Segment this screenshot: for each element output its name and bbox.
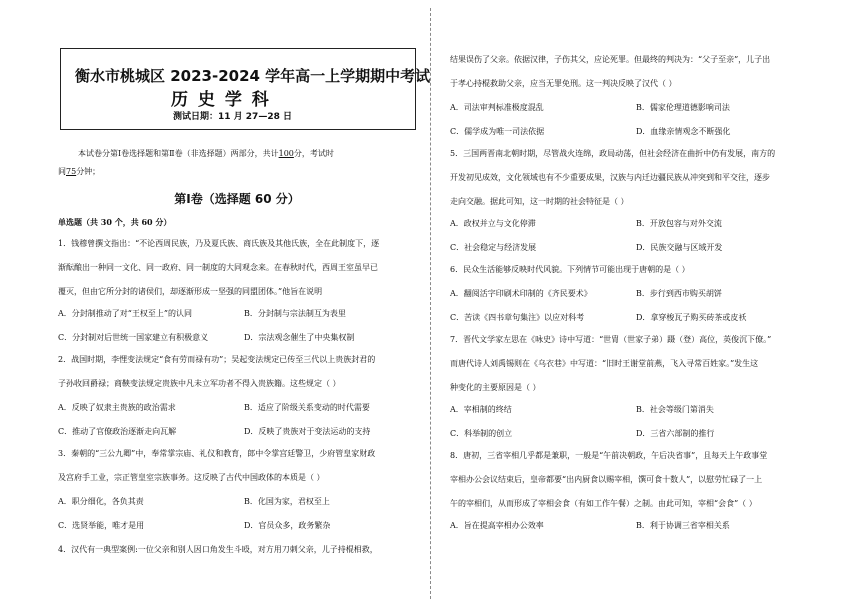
q5-option-a[interactable]: A．政权并立与文化停滞 [450,219,536,228]
q1-line: 1．钱穆曾撰文指出：“不论西周民族，乃及夏氏族、商氏族及其他氏族，全在此制度下，逐 [58,239,380,248]
q1-line: 覆灭，但由它所分封的诸侯们，却逐渐形成一坚强的同盟团体。”他旨在说明 [58,287,323,296]
left-column [58,0,431,607]
q8-option-b[interactable]: B．利于协调三省宰相关系 [636,521,730,530]
q6-option-a[interactable]: A．翻阅活字印刷术印制的《齐民要术》 [450,289,592,298]
right-column [450,0,820,607]
q1-option-d[interactable]: D．宗法观念催生了中央集权制 [244,333,355,342]
q2-line: 子孙收回爵禄；商鞅变法规定贵族中凡未立军功者不得入贵族籍。这些规定（ ） [58,379,341,388]
q2-option-a[interactable]: A．反映了奴隶主贵族的政治需求 [58,403,176,412]
q5-option-c[interactable]: C．社会稳定与经济发展 [450,243,537,252]
q4-line: 4．汉代有一典型案例:一位父亲和别人因口角发生斗殴，对方用刀刺父亲，儿子持棍相救， [58,545,378,554]
q7-option-d[interactable]: D．三省六部制的推行 [636,429,715,438]
q2-option-c[interactable]: C．推动了官僚政治逐渐走向瓦解 [58,427,177,436]
q7-line: 而唐代诗人刘禹锡则在《乌衣巷》中写道：“旧时王谢堂前燕，飞入寻常百姓家。”发生这 [450,359,759,368]
q4-line: 于孝心持棍救助父亲，应当无罪免刑。这一判决反映了汉代（ ） [450,79,677,88]
q4-option-c[interactable]: C．儒学成为唯一司法依据 [450,127,545,136]
q5-line: 开发初见成效，文化领域也有不少重要成果，汉族与内迁边疆民族从冲突到和平交往，逐步 [450,173,770,182]
q3-option-a[interactable]: A．职分细化，各负其责 [58,497,144,506]
q3-option-d[interactable]: D．官员众多，政务繁杂 [244,521,331,530]
q2-option-b[interactable]: B．适应了阶级关系变动的时代需要 [244,403,370,412]
q4-line: 结果误伤了父亲。依据汉律，子伤其父，应论死罪。但最终的判决为：“父子至亲”，儿子出 [450,55,771,64]
q3-line: 及宫府手工业，宗正管皇室宗族事务。这反映了古代中国政体的本质是（ ） [58,473,325,482]
q6-option-c[interactable]: C．苦读《四书章句集注》以应对科考 [450,313,585,322]
q7-option-c[interactable]: C．科举制的创立 [450,429,513,438]
q3-option-c[interactable]: C．选贤举能，唯才是用 [58,521,145,530]
intro-line-1: 本试卷分第Ⅰ卷选择题和第Ⅱ卷（非选择题）两部分，共计100分，考试时 [78,149,334,158]
q8-line: 宰相办公会议结束后，皇帝都要“出内厨食以赐宰相，馔可食十数人”，以慰劳忙碌了一上 [450,475,763,484]
total-score: 100 [278,149,294,158]
q5-option-d[interactable]: D．民族交融与区域开发 [636,243,723,252]
subject-title: 历 史 学 科 [171,90,271,110]
q5-option-b[interactable]: B．开放包容与对外交流 [636,219,722,228]
q6-line: 6．民众生活能够反映时代风貌。下列情节可能出现于唐朝的是（ ） [450,265,690,274]
q6-option-b[interactable]: B．步行到西市购买胡饼 [636,289,722,298]
single-choice-heading: 单选题（共 30 个，共 60 分） [58,217,172,227]
q3-line: 3．秦朝的“三公九卿”中，奉常掌宗庙、礼仪和教育，郎中令掌宫廷警卫，少府管皇家财政 [58,449,376,458]
test-date: 测试日期：11 月 27—28 日 [173,112,292,122]
q3-option-b[interactable]: B．化国为家，君权至上 [244,497,330,506]
q1-option-b[interactable]: B．分封制与宗法制互为表里 [244,309,346,318]
q5-line: 走向交融。据此可知，这一时期的社会特征是（ ） [450,197,629,206]
intro-line-2: 间75分钟； [58,167,101,176]
exam-minutes: 75 [66,167,77,176]
q1-line: 渐酝酿出一种同一文化、同一政府、同一制度的大同观念来。在春秋时代，西周王室虽早已 [58,263,378,272]
q6-option-d[interactable]: D．拿穿梭瓦子购买砖茶或皮袄 [636,313,747,322]
q7-line: 7．晋代文学家左思在《咏史》诗中写道：“世胄（世家子弟）蹑（登）高位，英俊沉下僚。” [450,335,772,344]
q8-line: 午的宰相们，从而形成了宰相会食（有如工作午餐）之制。由此可知，宰相“会食”（ ） [450,499,757,508]
q4-option-b[interactable]: B．儒家伦理道德影响司法 [636,103,730,112]
q7-option-a[interactable]: A．宰相制的终结 [450,405,512,414]
q8-option-a[interactable]: A．旨在提高宰相办公效率 [450,521,544,530]
section-title: 第Ⅰ卷（选择题 60 分） [174,192,300,206]
q1-option-c[interactable]: C．分封制对后世统一国家建立有积极意义 [58,333,209,342]
q2-option-d[interactable]: D．反映了贵族对于变法运动的支持 [244,427,371,436]
q8-line: 8．唐初，三省宰相几乎都是兼职，一般是“午前决朝政，午后决省事”，且每天上午政事堂 [450,451,768,460]
column-divider [430,8,431,599]
title-box [60,48,431,130]
q5-line: 5．三国两晋南北朝时期，尽管战火连绵，政局动荡，但社会经济在曲折中仍有发展，南方的 [450,149,776,158]
q1-option-a[interactable]: A．分封制推动了对“王权至上”的认同 [58,309,192,318]
q4-option-d[interactable]: D．血缘亲情观念不断强化 [636,127,731,136]
q4-option-a[interactable]: A．司法审判标准极度混乱 [450,103,544,112]
q7-line: 种变化的主要原因是（ ） [450,383,541,392]
q2-line: 2．战国时期，李悝变法规定“食有劳而禄有功”；吴起变法规定已传至三代以上贵族封君的 [58,355,376,364]
exam-title: 衡水市桃城区 2023-2024 学年高一上学期期中考试 [75,67,431,85]
q7-option-b[interactable]: B．社会等级门第消失 [636,405,714,414]
